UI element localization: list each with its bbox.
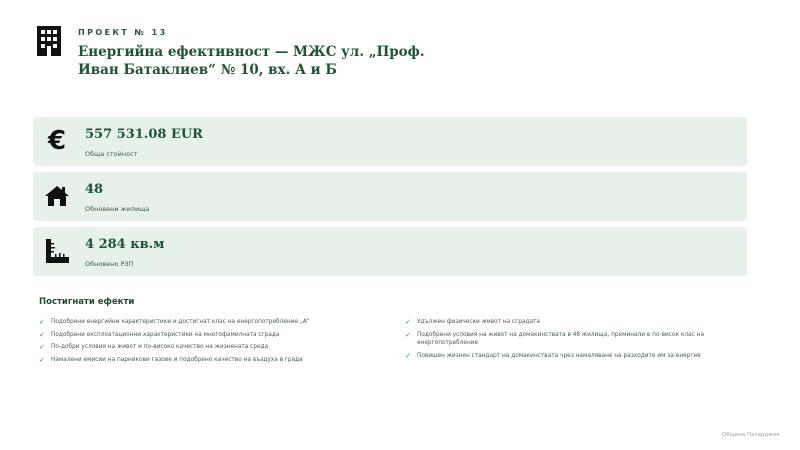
home-icon	[43, 182, 71, 210]
stat-card-area	[33, 227, 747, 276]
list-item: ✓ Подобрени експлоатационни характеристики на многофамилната сграда	[39, 330, 280, 339]
check-icon: ✓	[405, 330, 411, 339]
check-icon: ✓	[39, 355, 45, 364]
euro-icon: €	[47, 126, 67, 156]
effects-heading: Постигнати ефекти	[39, 297, 135, 307]
list-item: ✓ Подобрени енергийни характеристики и достигнат клас на енергопотребление „А“	[39, 318, 310, 326]
check-icon: ✓	[405, 318, 411, 326]
stat-label: Обновени жилища	[85, 205, 150, 213]
page-title: Енергийна ефективност — МЖС ул. „Проф. Иван Батаклиев“ № 10, вх. А и Б	[78, 44, 425, 78]
list-item: ✓ Подобрени условия на живот на домакинствата в 48 жилища, преминали в по-висок клас на енергопотребление	[405, 330, 705, 346]
stat-card-cost	[33, 117, 747, 166]
effects-list-left	[39, 318, 379, 368]
project-number: ПРОЕКТ № 13	[78, 28, 168, 37]
effects-list-right	[405, 318, 745, 364]
check-icon: ✓	[39, 330, 45, 339]
footer-municipality: Община Пазарджик	[721, 432, 780, 438]
stat-card-homes	[33, 172, 747, 221]
stat-value: 48	[85, 182, 104, 197]
check-icon: ✓	[39, 318, 45, 326]
list-item: ✓ Повишен жизнен стандарт на домакинствата чрез намаляване на разходите им за енергия	[405, 351, 701, 360]
check-icon: ✓	[405, 351, 411, 360]
stat-value: 4 284 кв.м	[85, 237, 165, 252]
check-icon: ✓	[39, 343, 45, 351]
list-item: ✓ Удължен физически живот на сградата	[405, 318, 540, 326]
ruler-icon	[43, 237, 71, 265]
building-icon	[36, 26, 62, 56]
project-header	[36, 24, 438, 79]
list-item: ✓ Намалени емисии на парникови газове и подобрено качество на въздуха в града	[39, 355, 303, 364]
stat-label: Обновено РЗП	[85, 260, 134, 268]
list-item: ✓ По-добри условия на живот и по-високо качество на жизнената среда	[39, 343, 269, 351]
stat-value: 557 531.08 EUR	[85, 127, 203, 142]
stat-label: Обща стойност	[85, 150, 138, 158]
